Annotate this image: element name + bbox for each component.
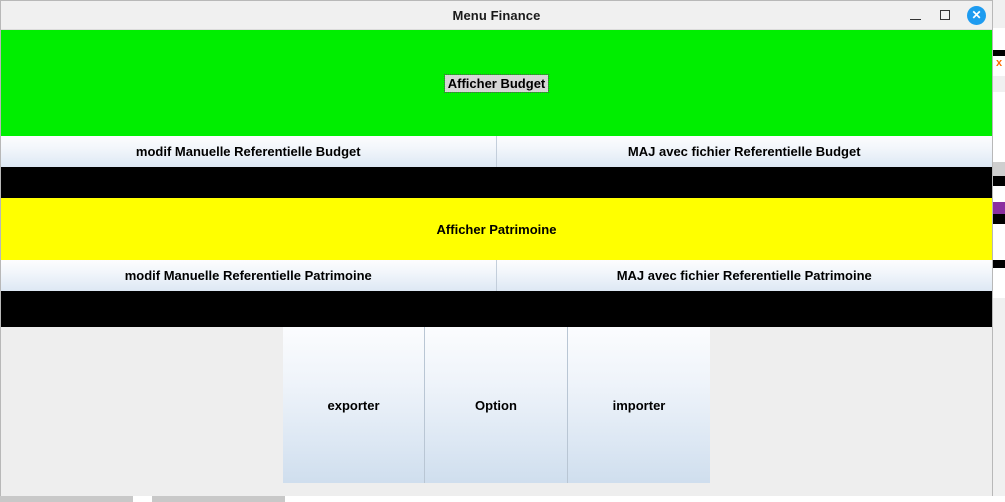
afficher-budget-label: Afficher Budget: [445, 75, 549, 92]
afficher-patrimoine-button[interactable]: [1, 198, 992, 260]
minimize-icon[interactable]: [907, 7, 923, 23]
background-strip: [993, 28, 1005, 50]
importer-button[interactable]: importer: [568, 327, 710, 483]
separator-band-2: [1, 291, 992, 327]
window-controls: [907, 1, 986, 29]
bottom-button-group: [283, 327, 710, 483]
background-edge-marker: x: [993, 56, 1005, 70]
modif-manuelle-referentielle-patrimoine-button[interactable]: modif Manuelle Referentielle Patrimoine: [1, 260, 497, 291]
background-strip: [993, 186, 1005, 202]
taskbar-segment[interactable]: [0, 496, 133, 502]
taskbar-segment[interactable]: [152, 496, 285, 502]
maximize-icon[interactable]: [937, 7, 953, 23]
maj-fichier-referentielle-patrimoine-button[interactable]: MAJ avec fichier Referentielle Patrimoine: [497, 260, 993, 291]
background-strip: [993, 92, 1005, 162]
budget-actions-row: [1, 136, 992, 167]
bottom-button-area: [1, 327, 992, 483]
modif-manuelle-referentielle-budget-button[interactable]: modif Manuelle Referentielle Budget: [1, 136, 497, 167]
window-titlebar[interactable]: [1, 1, 992, 30]
exporter-button[interactable]: exporter: [283, 327, 425, 483]
separator-band-1: [1, 167, 992, 198]
window-content: [1, 30, 992, 502]
maj-fichier-referentielle-budget-button[interactable]: MAJ avec fichier Referentielle Budget: [497, 136, 993, 167]
background-strip: [993, 268, 1005, 298]
afficher-patrimoine-label: Afficher Patrimoine: [436, 221, 557, 237]
taskbar-sliver: [0, 496, 1005, 502]
afficher-budget-button[interactable]: [1, 30, 992, 136]
window-title: Menu Finance: [452, 7, 541, 23]
background-strip: [993, 260, 1005, 268]
option-button[interactable]: Option: [425, 327, 568, 483]
background-strip: [993, 214, 1005, 224]
background-strip: [993, 202, 1005, 214]
close-icon[interactable]: ✕: [967, 6, 986, 25]
background-strip: [993, 162, 1005, 176]
patrimoine-actions-row: [1, 260, 992, 291]
background-strip: [993, 176, 1005, 186]
background-strip: [993, 224, 1005, 260]
